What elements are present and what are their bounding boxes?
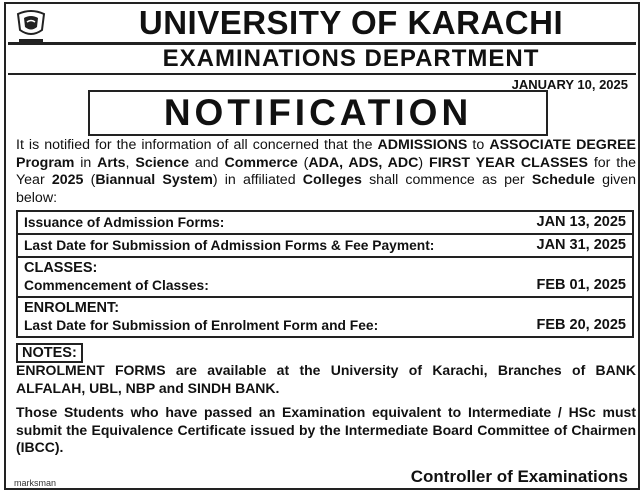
schedule-row xyxy=(18,235,632,258)
notice-page xyxy=(4,2,640,490)
schedule-heading: CLASSES: xyxy=(24,260,98,276)
note-equivalence: Those Students who have passed an Examination equivalent to Intermediate / HSc must submit the Equivalence Certificate issued by the Intermediate Board Committee of Chairmen (IBCC). xyxy=(16,404,636,455)
university-title: UNIVERSITY OF KARACHI xyxy=(138,4,564,41)
agency-credit: marksman xyxy=(14,478,57,488)
notification-title: NOTIFICATION xyxy=(88,90,548,136)
note-enrolment-forms: ENROLMENT FORMS are available at the University of Karachi, Branches of BANK ALFALAH, UBL, NBP and SINDH BANK. xyxy=(16,362,636,396)
signatory: Controller of Examinations xyxy=(410,467,628,486)
schedule-row xyxy=(18,212,632,235)
intro-paragraph: It is notified for the information of all concerned that the ADMISSIONS to ASSOCIATE DEGREE Program in Arts, Science and Commerce (ADA, ADS, ADC) FIRST YEAR CLASSES for the Year 2025 (Biannual System) in affiliated Colleges shall commence as per Schedule given below: xyxy=(16,137,637,206)
schedule-heading: ENROLMENT: xyxy=(24,300,120,316)
schedule-row xyxy=(18,298,632,336)
schedule-label: Last Date for Submission of Admission Forms & Fee Payment: xyxy=(24,238,435,253)
schedule-label: Issuance of Admission Forms: xyxy=(24,215,225,230)
university-seal-icon xyxy=(14,8,48,46)
notes-heading: NOTES: xyxy=(16,343,83,363)
schedule-date: JAN 31, 2025 xyxy=(536,237,626,253)
schedule-date: FEB 01, 2025 xyxy=(536,277,626,293)
header-rule-lower xyxy=(8,73,636,75)
schedule-table xyxy=(16,210,634,338)
department-title: EXAMINATIONS DEPARTMENT xyxy=(162,45,540,72)
schedule-row xyxy=(18,258,632,298)
schedule-label: ENROLMENT: Last Date for Submission of Enrolment Form and Fee: xyxy=(24,300,379,333)
schedule-label: CLASSES: Commencement of Classes: xyxy=(24,260,209,293)
schedule-date: FEB 20, 2025 xyxy=(536,317,626,333)
schedule-date: JAN 13, 2025 xyxy=(536,214,626,230)
notice-date: JANUARY 10, 2025 xyxy=(511,77,628,92)
